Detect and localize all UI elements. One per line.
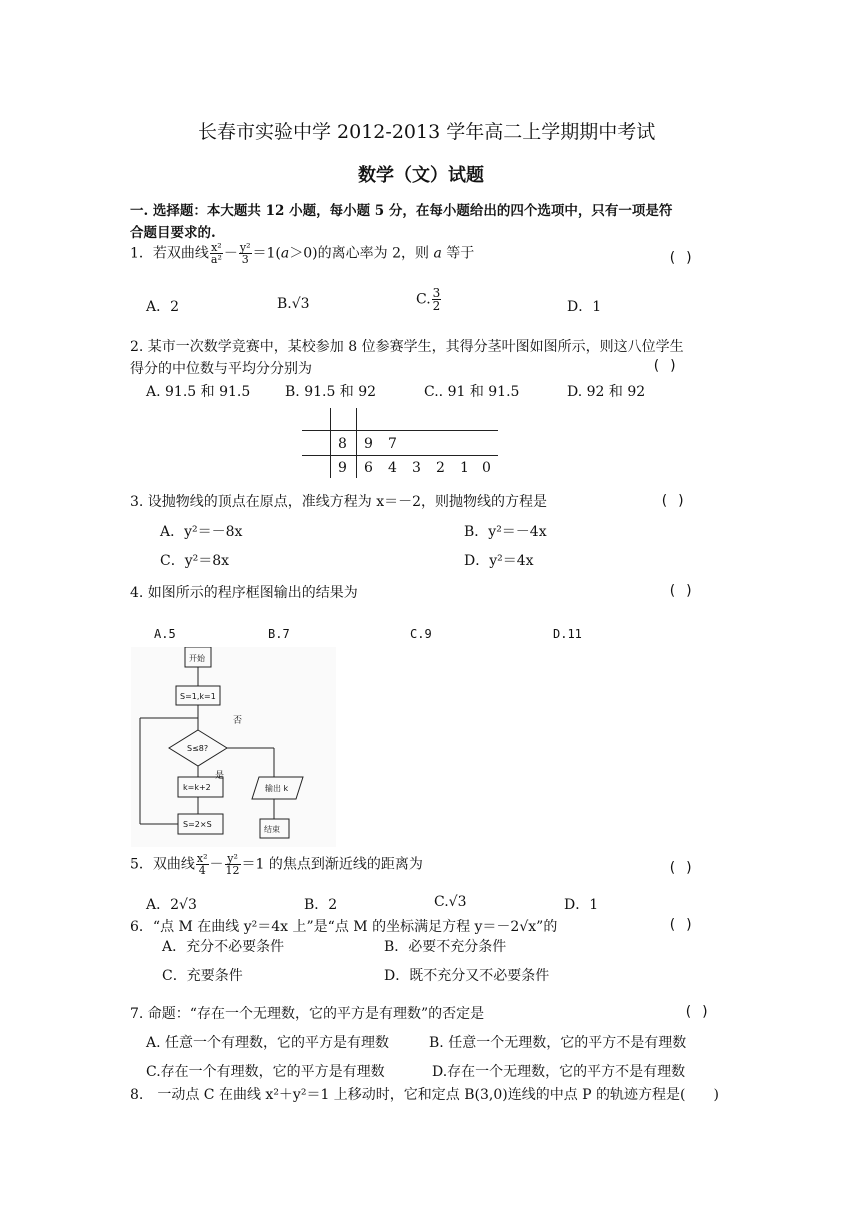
q2-option-b: B. 91.5 和 92 xyxy=(285,384,377,400)
answer-paren: ( ) xyxy=(668,250,694,266)
q4-option-a: A.5 xyxy=(154,627,176,641)
q5-option-a: A．2√3 xyxy=(146,897,197,913)
flow-condition: S≤8? xyxy=(187,744,209,753)
q4-option-b: B.7 xyxy=(268,627,290,641)
leaf-value: 9 xyxy=(364,436,373,452)
question-1: 1．若双曲线 $\frac{\text{x²}}{\text{a²}}$ － $\frac{\text{y²}}{3}$ ＝1(a＞0)的离心率为 2，则 a 等于 xyxy=(130,241,475,266)
q1-option-c: C. $\frac{3}{2}$ xyxy=(416,286,441,313)
question-6: 6．“点 M 在曲线 y²＝4x 上”是“点 M 的坐标满足方程 y＝－2√x”的 xyxy=(130,919,558,935)
q1-option-b: B.√3 xyxy=(277,296,310,312)
leaf-value: 2 xyxy=(436,460,445,476)
q6-option-c: C．充要条件 xyxy=(162,968,243,984)
flow-no-label: 否 xyxy=(233,716,243,726)
fraction: $\frac{\text{x²}}{\text{a²}}$ xyxy=(210,241,222,266)
flow-step-s: S=2×S xyxy=(183,820,212,829)
q3-option-c: C．y²＝8x xyxy=(160,553,230,569)
q6-option-b: B．必要不充分条件 xyxy=(384,939,507,955)
q2-option-d: D. 92 和 92 xyxy=(567,384,646,400)
question-3: 3. 设抛物线的顶点在原点，准线方程为 x＝－2，则抛物线的方程是 xyxy=(130,494,548,510)
q1-option-a: A．2 xyxy=(146,299,180,315)
q3-option-a: A．y²＝－8x xyxy=(160,524,243,540)
answer-paren: ( ) xyxy=(668,917,694,933)
q6-option-a: A．充分不必要条件 xyxy=(162,939,285,955)
q7-option-c: C.存在一个有理数，它的平方是有理数 xyxy=(146,1064,385,1080)
question-4: 4. 如图所示的程序框图输出的结果为 xyxy=(130,585,358,601)
leaf-value: 7 xyxy=(388,436,397,452)
q3-option-d: D．y²＝4x xyxy=(464,553,534,569)
flow-init: S=1,k=1 xyxy=(180,692,216,701)
answer-paren: ( ) xyxy=(652,358,678,374)
q5-option-d: D．1 xyxy=(564,897,599,913)
page-subtitle: 数学（文）试题 xyxy=(358,165,484,186)
question-2: 2. 某市一次数学竞赛中，某校参加 8 位参赛学生，其得分茎叶图如图所示，则这八位学生 xyxy=(130,339,684,355)
q5-option-b: B．2 xyxy=(304,897,338,913)
question-8: 8. 一动点 C 在曲线 x²＋y²＝1 上移动时，它和定点 B(3,0)连线的中点 P 的轨迹方程是( ) xyxy=(130,1087,719,1103)
stem-value: 9 xyxy=(338,460,347,476)
answer-paren: ( ) xyxy=(660,493,686,509)
flow-start: 开始 xyxy=(189,654,205,663)
flow-output: 输出 k xyxy=(265,784,289,793)
leaf-value: 6 xyxy=(364,460,373,476)
q7-option-d: D.存在一个无理数，它的平方不是有理数 xyxy=(432,1064,686,1080)
flowchart xyxy=(131,647,336,847)
section-heading: 一. 选择题：本大题共 12 小题，每小题 5 分，在每小题给出的四个选项中，只有一项是符 xyxy=(130,203,673,219)
flow-end: 结束 xyxy=(264,825,280,834)
stem-value: 8 xyxy=(338,436,347,452)
q7-option-b: B. 任意一个无理数，它的平方不是有理数 xyxy=(429,1035,687,1051)
flow-step-k: k=k+2 xyxy=(183,783,211,792)
section-heading-cont: 合题目要求的. xyxy=(130,225,216,241)
q3-option-b: B．y²＝－4x xyxy=(464,524,547,540)
answer-paren: ( ) xyxy=(668,583,694,599)
stem-leaf-plot xyxy=(302,408,498,478)
leaf-value: 1 xyxy=(460,460,469,476)
question-7: 7. 命题：“存在一个无理数，它的平方是有理数”的否定是 xyxy=(130,1006,485,1022)
q2-option-c: C.. 91 和 91.5 xyxy=(424,384,520,400)
answer-paren: ( ) xyxy=(684,1004,710,1020)
question-2-cont: 得分的中位数与平均分分别为 xyxy=(130,361,312,377)
leaf-value: 3 xyxy=(412,460,421,476)
question-5: 5．双曲线 $\frac{\text{x²}}{4}$ － $\frac{\text{y²}}{12}$ ＝1 的焦点到渐近线的距离为 xyxy=(130,852,423,877)
q5-option-c: C.√3 xyxy=(434,894,467,910)
leaf-value: 0 xyxy=(482,460,491,476)
q6-option-d: D．既不充分又不必要条件 xyxy=(384,968,550,984)
flowchart-lines xyxy=(131,647,336,847)
q1-option-d: D．1 xyxy=(567,299,602,315)
page-title: 长春市实验中学 2012-2013 学年高二上学期期中考试 xyxy=(198,121,656,143)
flow-yes-label: 是 xyxy=(215,771,225,781)
fraction: $\frac{\text{y²}}{3}$ xyxy=(239,241,251,266)
q4-option-c: C.9 xyxy=(410,627,432,641)
q4-option-d: D.11 xyxy=(553,627,582,641)
q7-option-a: A. 任意一个有理数，它的平方是有理数 xyxy=(146,1035,390,1051)
answer-paren: ( ) xyxy=(668,860,694,876)
leaf-value: 4 xyxy=(388,460,397,476)
q2-option-a: A. 91.5 和 91.5 xyxy=(146,384,251,400)
